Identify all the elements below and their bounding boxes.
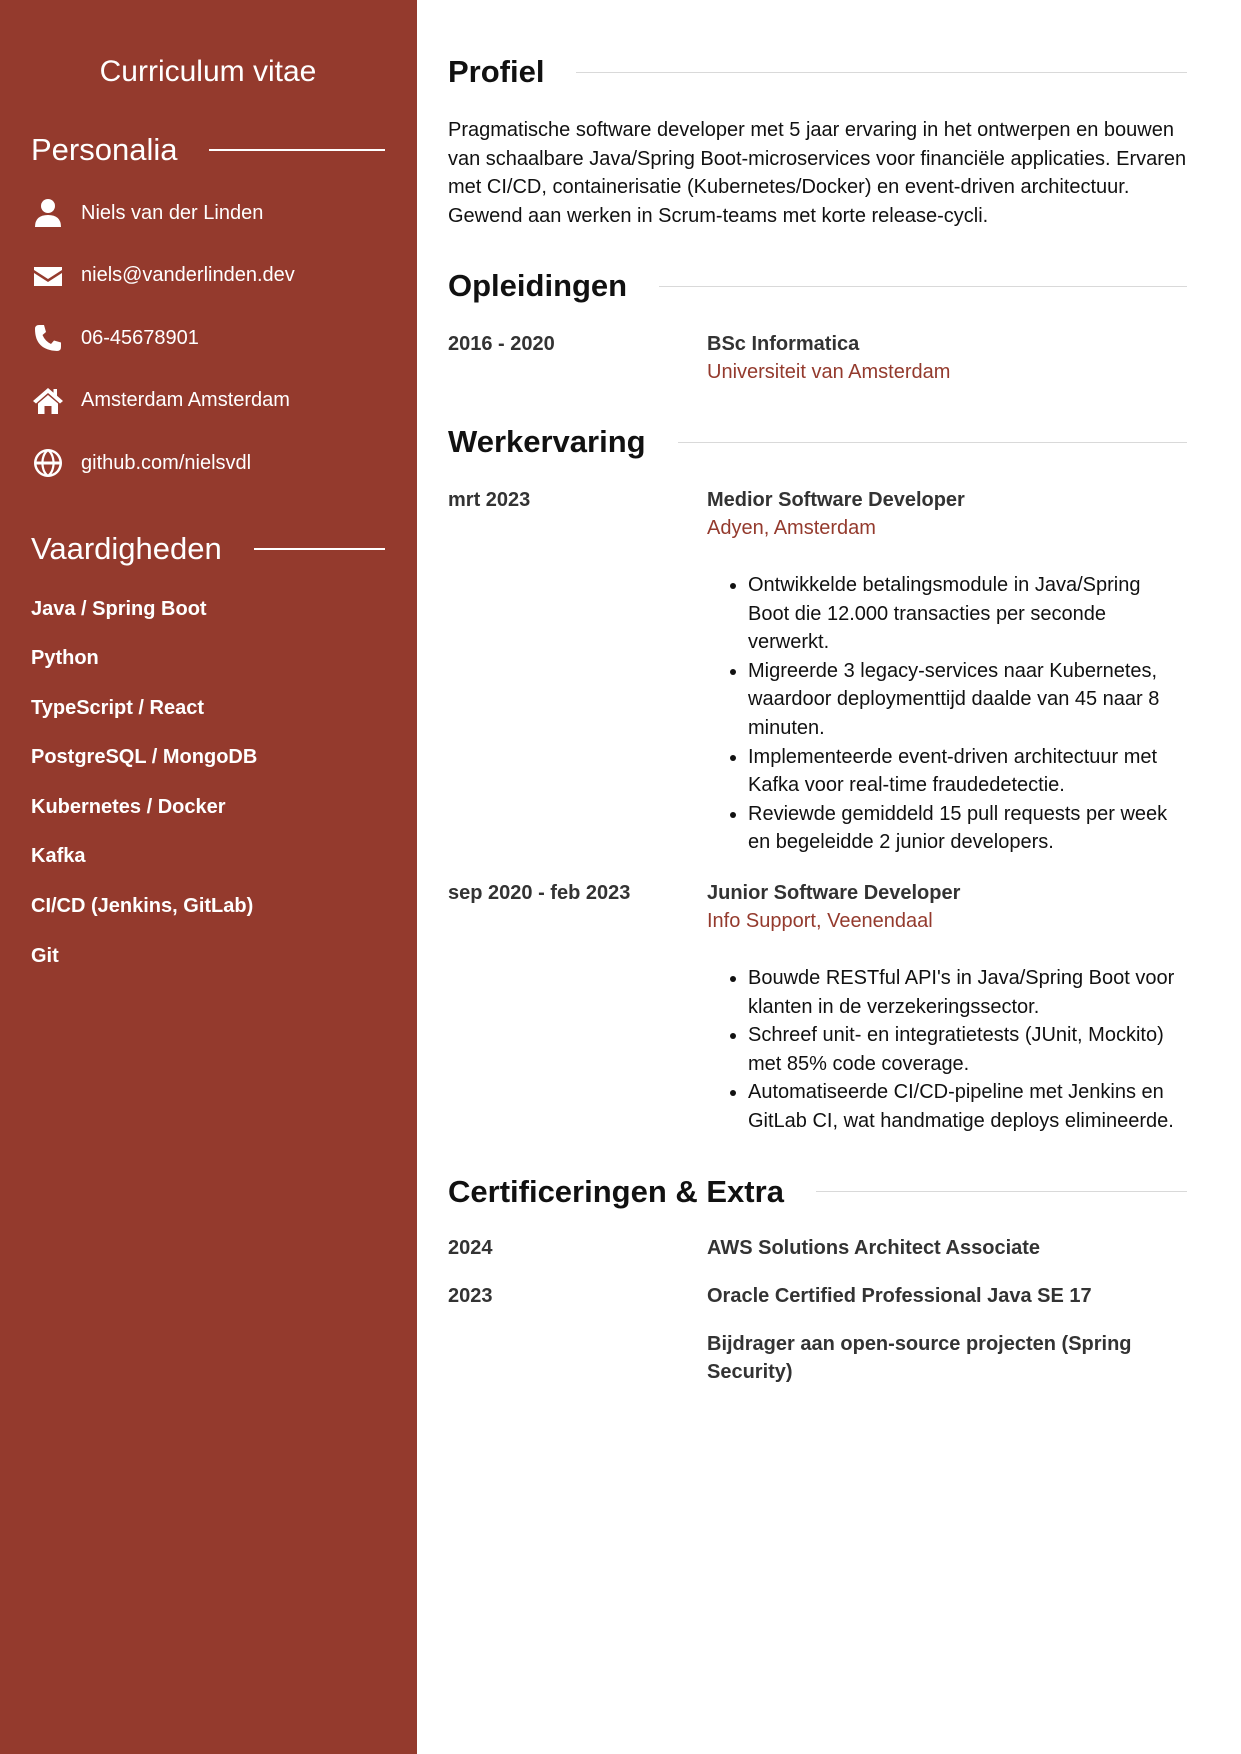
entry-body [707,879,1187,1136]
skills-header [31,529,385,569]
contact-list [31,182,385,495]
certification-entry [448,1330,1187,1386]
contact-text: Amsterdam Amsterdam [81,389,290,412]
bullet-item: • Schreef unit- en integratietests (JUnit, Mockito) met 85% code coverage. [748,1021,1187,1078]
contact-website[interactable] [31,432,385,495]
section-rule [678,442,1187,443]
bullet-item: • Ontwikkelde betalingsmodule in Java/Spring Boot die 12.000 transacties per seconde verwerkt. [748,571,1187,657]
entry-org: Info Support, Veenendaal [707,909,933,932]
skill-item: Python [31,647,99,670]
entry-date: mrt 2023 [448,489,531,511]
skill-list [31,585,385,982]
entry-body [707,1282,1187,1310]
bullet-item: • Implementeerde event-driven architectuur met Kafka voor real-time fraudedetectie. [748,743,1187,800]
entry-title: BSc Informatica [707,333,860,355]
contact-address [31,370,385,433]
contact-text: 06-45678901 [81,326,199,349]
skill-item: CI/CD (Jenkins, GitLab) [31,895,254,918]
section-header [448,264,1187,308]
entry-title: Medior Software Developer [707,489,965,511]
bullet-item: • Migreerde 3 legacy-services naar Kubernetes, waardoor deploymenttijd daalde van 45 naar 8 minuten. [748,657,1187,743]
bullet-item: • Bouwde RESTful API's in Java/Spring Boot voor klanten in de verzekeringssector. [748,964,1187,1021]
entry-date [448,1330,707,1386]
skill-item: Kafka [31,845,86,868]
personalia-header [31,130,385,170]
entry-org: Adyen, Amsterdam [707,517,876,539]
education-section [448,264,1187,386]
heading-rule [254,548,385,550]
user-icon [31,196,65,230]
entry-bullets [707,571,1187,857]
experience-section [448,420,1187,1136]
contact-text: niels@vanderlinden.dev [81,264,295,287]
phone-icon [31,321,65,355]
skill-item: Kubernetes / Docker [31,795,226,818]
entry-date: 2016 - 2020 [448,333,555,355]
certification-entry [448,1234,1187,1262]
education-heading: Opleidingen [448,268,628,303]
skill-item: TypeScript / React [31,696,205,719]
education-entry [448,330,1187,386]
entry-date: 2024 [448,1236,493,1259]
skills-heading: Vaardigheden [31,530,222,566]
section-rule [816,1191,1187,1192]
section-rule [576,72,1187,73]
profile-text: Pragmatische software developer met 5 jaar ervaring in het ontwerpen en bouwen van schaalbare Java/Spring Boot-microservices voor financiële applicaties. Ervaren met CI/CD, containerisatie (Kubernetes/Docker) en event-driven architectuur. Gewend aan werken in Scrum-teams met korte release-cycli. [448,119,1187,227]
certifications-heading: Certificeringen & Extra [448,1173,784,1209]
profile-heading: Profiel [448,54,545,89]
skill-item: Java / Spring Boot [31,597,207,620]
entry-title: Oracle Certified Professional Java SE 17 [707,1284,1092,1307]
section-header [448,1170,1187,1214]
certification-entry [448,1282,1187,1310]
contact-email[interactable] [31,245,385,308]
entry-body [707,330,1187,386]
bullet-item: • Automatiseerde CI/CD-pipeline met Jenkins en GitLab CI, wat handmatige deploys elimineerde. [748,1078,1187,1135]
certifications-section [448,1170,1187,1386]
profile-section [448,50,1187,230]
entry-date: sep 2020 - feb 2023 [448,881,631,904]
contact-name [31,182,385,245]
bullet-item: • Reviewde gemiddeld 15 pull requests per week en begeleidde 2 junior developers. [748,800,1187,857]
globe-icon [31,446,65,480]
experience-heading: Werkervaring [448,424,646,459]
home-icon [31,384,65,418]
entry-title: AWS Solutions Architect Associate [707,1236,1041,1259]
contact-phone[interactable] [31,307,385,370]
personalia-heading: Personalia [31,132,178,167]
cv-title: Curriculum vitae [99,55,317,88]
section-header [448,50,1187,94]
entry-bullets [707,964,1187,1136]
entry-title: Junior Software Developer [707,881,961,904]
experience-entry [448,486,1187,857]
mail-icon [31,259,65,293]
contact-text: Niels van der Linden [81,201,264,224]
heading-rule [209,149,385,151]
entry-org: Universiteit van Amsterdam [707,361,951,383]
entry-body [707,486,1187,857]
contact-text: github.com/nielsvdl [81,451,252,474]
entry-body [707,1234,1187,1262]
skill-item: PostgreSQL / MongoDB [31,746,258,769]
main-content [417,0,1241,1754]
sidebar [0,0,417,1754]
experience-entry [448,879,1187,1136]
entry-title: Bijdrager aan open-source projecten (Spring Security) [707,1332,1132,1383]
entry-date: 2023 [448,1284,493,1307]
section-header [448,420,1187,464]
entry-body [707,1330,1187,1386]
skill-item: Git [31,944,59,967]
section-rule [659,286,1187,287]
